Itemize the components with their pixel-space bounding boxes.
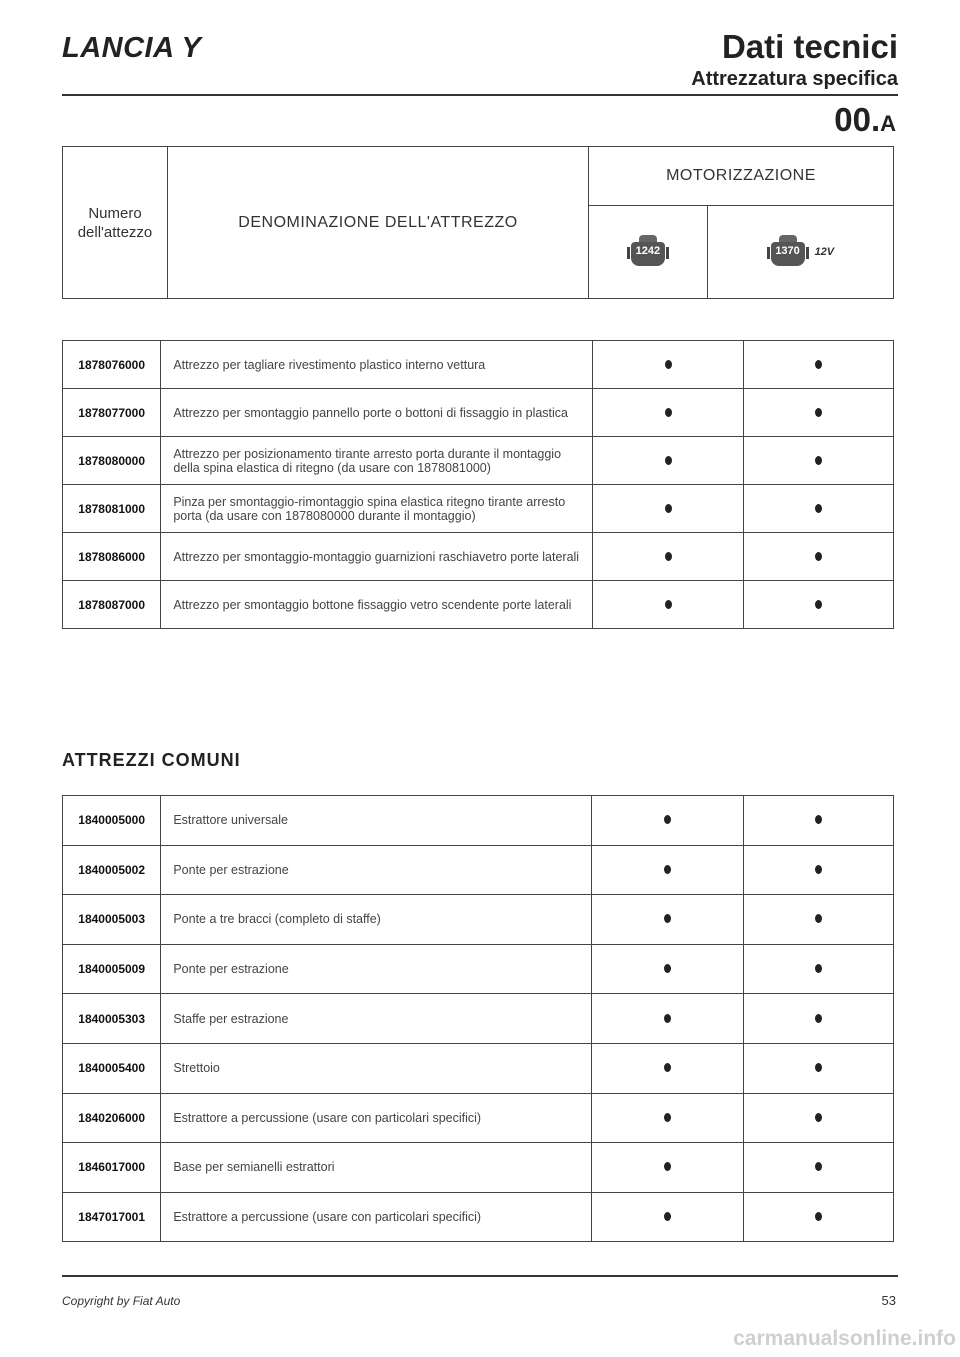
- tool-description: Staffe per estrazione: [161, 994, 592, 1044]
- specific-tools-table: [62, 340, 894, 629]
- applicability-cell-engine-1242: [592, 994, 744, 1044]
- applicable-dot-icon: [815, 964, 822, 973]
- applicability-cell-engine-1242: [592, 389, 744, 437]
- applicability-cell-engine-1370: [744, 581, 894, 629]
- applicable-dot-icon: [815, 360, 822, 369]
- applicable-dot-icon: [664, 865, 671, 874]
- tool-description: Attrezzo per smontaggio pannello porte o bottoni di fissaggio in plastica: [161, 389, 592, 437]
- table-row: [63, 1143, 894, 1193]
- applicable-dot-icon: [664, 914, 671, 923]
- applicability-cell-engine-1370: [744, 1093, 894, 1143]
- page-title: Dati tecnici: [721, 28, 898, 65]
- engine-note: 12V: [814, 246, 835, 258]
- page-subtitle: Attrezzatura specifica: [691, 68, 898, 90]
- engine-1370-header: [707, 206, 893, 299]
- tool-code: 1840005009: [63, 944, 161, 994]
- tool-description: Ponte per estrazione: [161, 944, 592, 994]
- column-header-table: [62, 146, 894, 299]
- tool-description: Attrezzo per posizionamento tirante arresto porta durante il montaggio della spina elastica di ritegno (da usare con 1878081000): [161, 437, 592, 485]
- tool-code: 1840005002: [63, 845, 161, 895]
- applicable-dot-icon: [664, 815, 671, 824]
- number-column-header: [63, 147, 168, 299]
- applicable-dot-icon: [815, 865, 822, 874]
- table-row: [63, 845, 894, 895]
- applicable-dot-icon: [815, 552, 822, 561]
- applicable-dot-icon: [664, 1014, 671, 1023]
- applicable-dot-icon: [815, 1162, 822, 1171]
- page-number: 53: [881, 1293, 896, 1308]
- applicability-cell-engine-1242: [592, 1143, 744, 1193]
- applicable-dot-icon: [664, 1212, 671, 1221]
- applicability-cell-engine-1242: [592, 796, 744, 846]
- applicable-dot-icon: [665, 600, 672, 609]
- applicability-cell-engine-1242: [592, 895, 744, 945]
- applicable-dot-icon: [815, 815, 822, 824]
- copyright-text: Copyright by Fiat Auto: [62, 1294, 181, 1308]
- top-divider: [62, 94, 898, 96]
- applicability-cell-engine-1242: [592, 437, 744, 485]
- applicability-cell-engine-1370: [744, 796, 894, 846]
- applicable-dot-icon: [665, 552, 672, 561]
- tool-code: 1840005003: [63, 895, 161, 945]
- tool-code: 1878086000: [63, 533, 161, 581]
- tool-code: 1846017000: [63, 1143, 161, 1193]
- applicable-dot-icon: [665, 456, 672, 465]
- applicability-cell-engine-1370: [744, 895, 894, 945]
- applicability-cell-engine-1370: [744, 845, 894, 895]
- applicable-dot-icon: [815, 1113, 822, 1122]
- applicable-dot-icon: [815, 600, 822, 609]
- section-code: [834, 101, 896, 139]
- applicability-cell-engine-1242: [592, 533, 744, 581]
- tool-code: 1878087000: [63, 581, 161, 629]
- tool-code: 1878077000: [63, 389, 161, 437]
- tool-description: Strettoio: [161, 1043, 592, 1093]
- applicable-dot-icon: [815, 1212, 822, 1221]
- applicability-cell-engine-1242: [592, 1192, 744, 1242]
- table-row: [63, 341, 894, 389]
- applicability-cell-engine-1242: [592, 1043, 744, 1093]
- applicable-dot-icon: [815, 914, 822, 923]
- applicable-dot-icon: [664, 1113, 671, 1122]
- applicability-cell-engine-1242: [592, 485, 744, 533]
- engine-code: 1370: [775, 245, 800, 257]
- tool-code: 1840005400: [63, 1043, 161, 1093]
- brand-title: LANCIA Y: [62, 32, 202, 64]
- common-tools-table: [62, 795, 894, 1242]
- table-row: [63, 895, 894, 945]
- table-row: [63, 581, 894, 629]
- applicability-cell-engine-1242: [592, 845, 744, 895]
- engine-code: 1242: [635, 245, 661, 257]
- engine-icon: [627, 232, 669, 272]
- section-code-suffix: A: [880, 111, 896, 136]
- applicability-cell-engine-1242: [592, 341, 744, 389]
- table-row: [63, 944, 894, 994]
- engines-column-header: MOTORIZZAZIONE: [589, 147, 894, 206]
- tool-description: Estrattore universale: [161, 796, 592, 846]
- table-row: [63, 1093, 894, 1143]
- tool-code: 1840005000: [63, 796, 161, 846]
- table-row: [63, 533, 894, 581]
- applicable-dot-icon: [815, 1014, 822, 1023]
- tool-code: 1840005303: [63, 994, 161, 1044]
- applicable-dot-icon: [665, 360, 672, 369]
- table-row: [63, 1192, 894, 1242]
- tool-description: Pinza per smontaggio-rimontaggio spina elastica ritegno tirante arresto porta (da usare con 1878080000 durante il montaggio): [161, 485, 592, 533]
- applicability-cell-engine-1370: [744, 437, 894, 485]
- table-row: [63, 389, 894, 437]
- tool-code: 1878080000: [63, 437, 161, 485]
- table-row: [63, 994, 894, 1044]
- tool-code: 1840206000: [63, 1093, 161, 1143]
- tool-description: Base per semianelli estrattori: [161, 1143, 592, 1193]
- applicable-dot-icon: [664, 1063, 671, 1072]
- applicability-cell-engine-1370: [744, 1043, 894, 1093]
- applicability-cell-engine-1370: [744, 485, 894, 533]
- tool-description: Attrezzo per smontaggio-montaggio guarnizioni raschiavetro porte laterali: [161, 533, 592, 581]
- number-header-line1: Numero: [88, 204, 142, 222]
- engine-1242-header: [589, 206, 708, 299]
- applicability-cell-engine-1370: [744, 944, 894, 994]
- tool-description: Attrezzo per smontaggio bottone fissaggio vetro scendente porte laterali: [161, 581, 592, 629]
- section-code-number: 00.: [834, 101, 881, 138]
- engine-icon: [767, 232, 809, 272]
- table-row: [63, 796, 894, 846]
- bottom-divider: [62, 1275, 898, 1277]
- applicability-cell-engine-1370: [744, 389, 894, 437]
- applicable-dot-icon: [815, 504, 822, 513]
- tool-description: Ponte a tre bracci (completo di staffe): [161, 895, 592, 945]
- applicability-cell-engine-1242: [592, 944, 744, 994]
- table-row: [63, 1043, 894, 1093]
- applicable-dot-icon: [665, 504, 672, 513]
- tool-code: 1878076000: [63, 341, 161, 389]
- tool-description: Estrattore a percussione (usare con particolari specifici): [161, 1192, 592, 1242]
- number-header-line2: dell'attezzo: [77, 223, 153, 241]
- applicable-dot-icon: [664, 964, 671, 973]
- table-row: [63, 485, 894, 533]
- applicable-dot-icon: [665, 408, 672, 417]
- table-row: [63, 437, 894, 485]
- watermark-text: carmanualsonline.info: [733, 1327, 956, 1350]
- applicability-cell-engine-1370: [744, 341, 894, 389]
- tool-description: Ponte per estrazione: [161, 845, 592, 895]
- applicability-cell-engine-1370: [744, 994, 894, 1044]
- applicable-dot-icon: [815, 408, 822, 417]
- applicability-cell-engine-1370: [744, 533, 894, 581]
- applicability-cell-engine-1370: [744, 1192, 894, 1242]
- applicable-dot-icon: [815, 456, 822, 465]
- common-tools-heading: ATTREZZI COMUNI: [62, 750, 241, 770]
- denomination-column-header: DENOMINAZIONE DELL'ATTREZZO: [168, 147, 589, 299]
- applicability-cell-engine-1242: [592, 1093, 744, 1143]
- tool-description: Attrezzo per tagliare rivestimento plastico interno vettura: [161, 341, 592, 389]
- applicability-cell-engine-1370: [744, 1143, 894, 1193]
- applicable-dot-icon: [815, 1063, 822, 1072]
- applicable-dot-icon: [664, 1162, 671, 1171]
- tool-code: 1878081000: [63, 485, 161, 533]
- tool-description: Estrattore a percussione (usare con particolari specifici): [161, 1093, 592, 1143]
- tool-code: 1847017001: [63, 1192, 161, 1242]
- applicability-cell-engine-1242: [592, 581, 744, 629]
